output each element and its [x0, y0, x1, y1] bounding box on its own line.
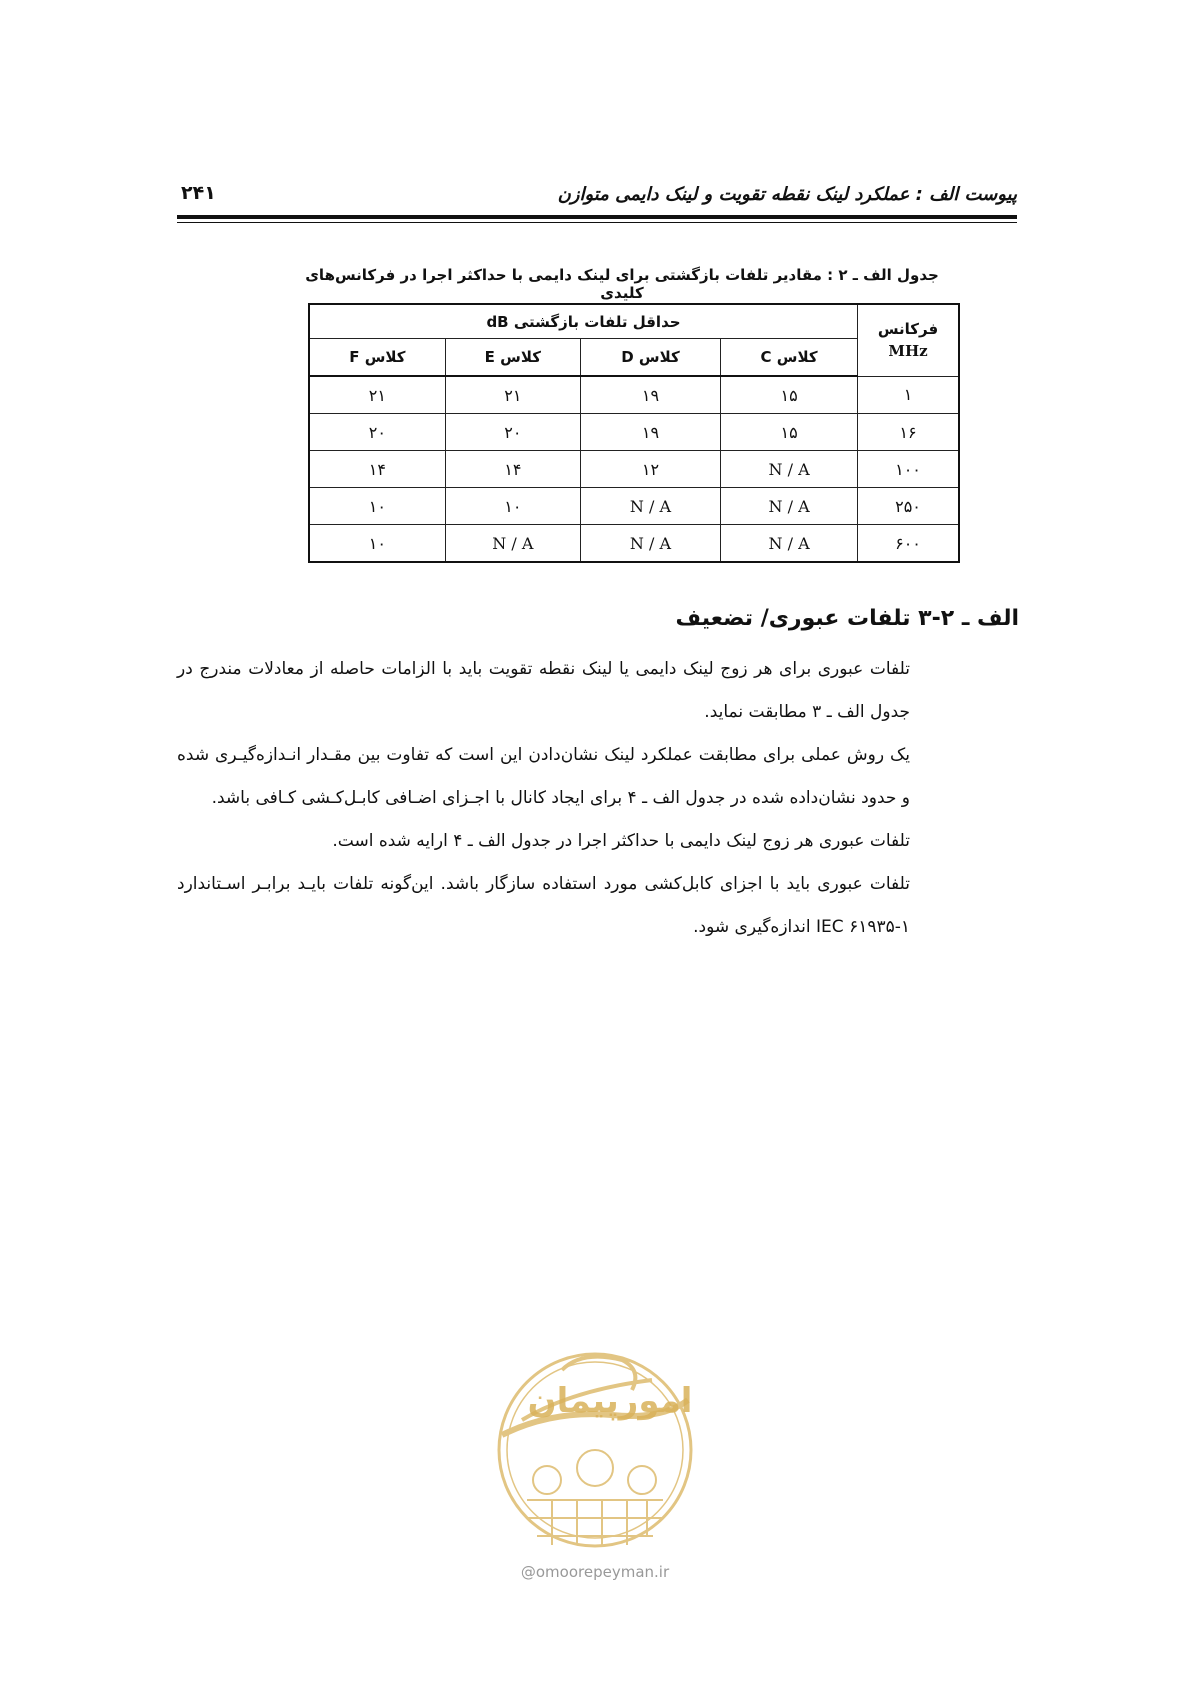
- table-cell: ۱۹: [580, 376, 720, 414]
- table-cell: ۱۰: [445, 488, 580, 525]
- class-header-d: کلاس D: [580, 339, 720, 377]
- table-cell: ۱۴: [309, 451, 445, 488]
- freq-header-cell: [858, 304, 960, 376]
- table-cell: N / A: [721, 525, 858, 563]
- section-body: [177, 648, 910, 949]
- table-cell: ۲۰: [309, 414, 445, 451]
- table-cell: ۲۵۰: [858, 488, 960, 525]
- page-number: ۲۴۱: [181, 182, 216, 204]
- table-cell: ۱۶: [858, 414, 960, 451]
- table-row: [309, 414, 959, 451]
- class-header-f: کلاس F: [309, 339, 445, 377]
- section-heading: الف ـ ۲-۳ تلفات عبوری/ تضعیف: [675, 606, 1019, 631]
- table-cell: ۲۰: [445, 414, 580, 451]
- table-cell: ۱۲: [580, 451, 720, 488]
- page-header: [177, 180, 1017, 216]
- table-cell: N / A: [580, 488, 720, 525]
- table-cell: ۱۴: [445, 451, 580, 488]
- table-cell: ۲۱: [309, 376, 445, 414]
- table-cell: ۶۰۰: [858, 525, 960, 563]
- table-row: [309, 376, 959, 414]
- class-header-c: کلاس C: [721, 339, 858, 377]
- table-cell: ۲۱: [445, 376, 580, 414]
- table-cell: N / A: [721, 451, 858, 488]
- table-cell: ۱۵: [721, 376, 858, 414]
- freq-header: فرکانس: [877, 320, 939, 339]
- group-header: حداقل تلفات بازگشتی dB: [309, 304, 858, 339]
- paragraph: یک روش عملی برای مطابقت عملکرد لینک نشان‌دادن این است که تفاوت بین مقـدار انـدازه‌گیـری شده و حدود نشان‌داده شده در جدول الف ـ ۴ برای ایجاد کانال با اجـزای اضـافی کابـل‌کـشی کـافی باشد.: [177, 745, 910, 808]
- table-cell: ۱۹: [580, 414, 720, 451]
- paragraph: تلفات عبوری باید با اجزای کابل‌کشی مورد استفاده سازگار باشد. این‌گونه تلفات بایـد برابـر اسـتاندارد IEC ۶۱۹۳۵-۱ اندازه‌گیری شود.: [177, 874, 910, 937]
- table-cell: ۱۰: [309, 488, 445, 525]
- table-cell: ۱۰: [309, 525, 445, 563]
- logo-text: امورپیمان: [527, 1381, 693, 1421]
- header-rule-thick: [177, 215, 1017, 219]
- header-title: پیوست الف : عملکرد لینک نقطه تقویت و لینک دایمی متوازن: [557, 184, 1017, 205]
- table-cell: ۱۵: [721, 414, 858, 451]
- freq-unit: MHz: [888, 342, 928, 361]
- table-cell: N / A: [445, 525, 580, 563]
- paragraph: تلفات عبوری برای هر زوج لینک دایمی یا لینک نقطه تقویت باید با الزامات حاصله از معادلات مندرج در جدول الف ـ ۳ مطابقت نماید.: [177, 659, 910, 722]
- omoorepeyman-logo: [492, 1340, 698, 1600]
- header-rule-thin: [177, 222, 1017, 223]
- table-row: [309, 451, 959, 488]
- paragraph: تلفات عبوری هر زوج لینک دایمی با حداکثر اجرا در جدول الف ـ ۴ ارایه شده است.: [332, 831, 910, 851]
- table-row: [309, 525, 959, 563]
- table-cell: N / A: [721, 488, 858, 525]
- table-cell: ۱: [858, 376, 960, 414]
- table-caption: جدول الف ـ ۲ : مقادیر تلفات بازگشتی برای لینک دایمی با حداکثر اجرا در فرکانس‌های کلیدی: [305, 266, 939, 302]
- table-row: [309, 488, 959, 525]
- table-cell: ۱۰۰: [858, 451, 960, 488]
- website-link[interactable]: @omoorepeyman.ir: [520, 1563, 670, 1581]
- return-loss-table: [308, 303, 960, 563]
- class-header-e: کلاس E: [445, 339, 580, 377]
- table-cell: N / A: [580, 525, 720, 563]
